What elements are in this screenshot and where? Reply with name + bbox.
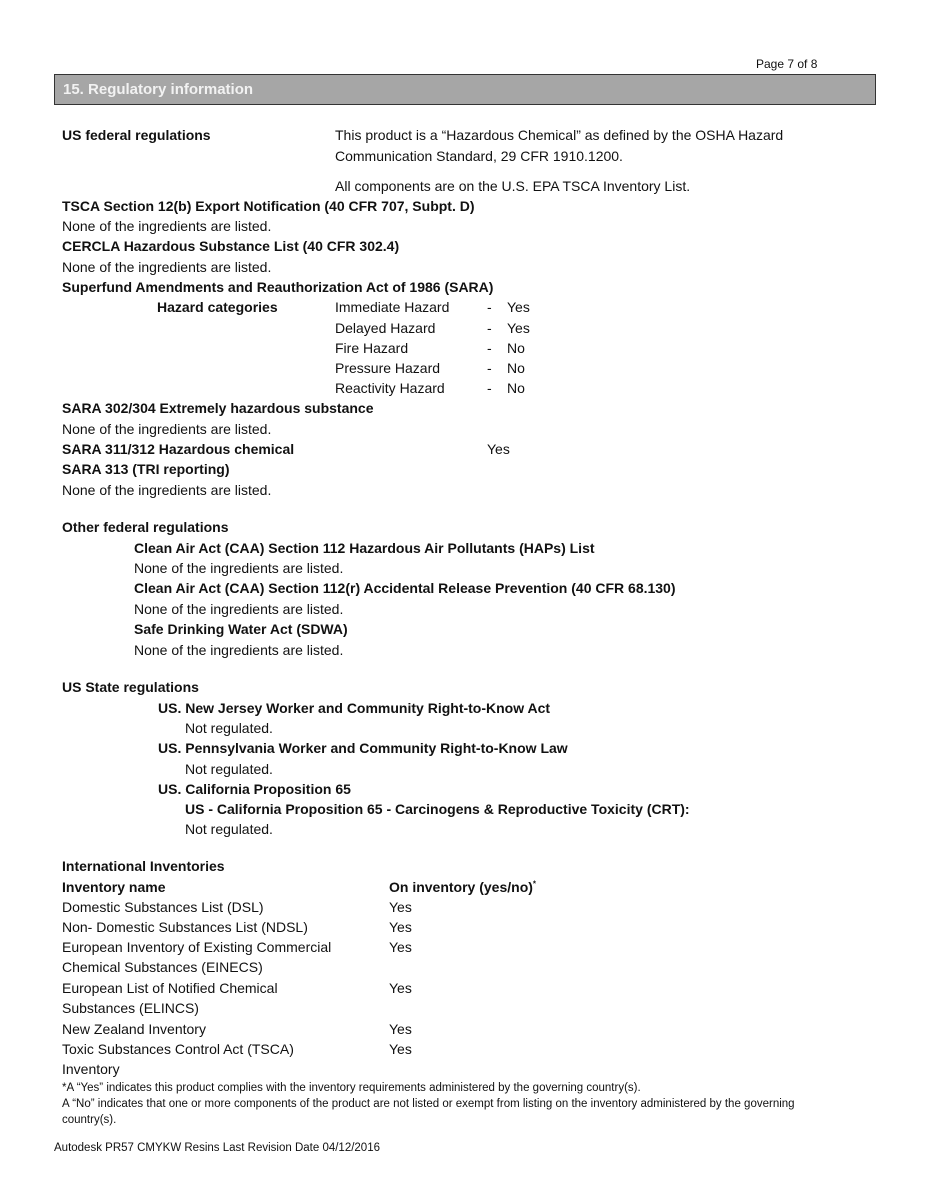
other-federal-heading: Other federal regulations bbox=[62, 519, 229, 535]
inventory-name: Domestic Substances List (DSL) bbox=[62, 899, 264, 915]
us-federal-text-line1: This product is a “Hazardous Chemical” as defined by the OSHA Hazard bbox=[335, 127, 784, 143]
inventory-name: Toxic Substances Control Act (TSCA) Inventory bbox=[62, 1041, 294, 1077]
tsca-inventory-note: All components are on the U.S. EPA TSCA Inventory List. bbox=[335, 178, 691, 194]
cercla-heading: CERCLA Hazardous Substance List (40 CFR 302.4) bbox=[62, 238, 400, 254]
hazard-categories-label: Hazard categories bbox=[157, 299, 278, 315]
page-number: Page 7 of 8 bbox=[756, 57, 818, 71]
inventory-status: Yes bbox=[389, 939, 412, 955]
ca-prop65-text: Not regulated. bbox=[185, 821, 273, 837]
hazard-dash: - bbox=[487, 320, 492, 336]
footer-revision: Autodesk PR57 CMYKW Resins Last Revision Date 04/12/2016 bbox=[54, 1142, 380, 1154]
caa-112-text: None of the ingredients are listed. bbox=[134, 560, 344, 576]
inventory-status: Yes bbox=[389, 980, 412, 996]
footnote-no: A “No” indicates that one or more components of the product are not listed or exempt from listing on the inventory administered by the governing country(s). bbox=[62, 1098, 795, 1126]
inventory-status: Yes bbox=[389, 1021, 412, 1037]
hazard-name: Delayed Hazard bbox=[335, 320, 436, 336]
pa-text: Not regulated. bbox=[185, 761, 273, 777]
us-federal-heading: US federal regulations bbox=[62, 127, 211, 143]
caa-112r-heading: Clean Air Act (CAA) Section 112(r) Accidental Release Prevention (40 CFR 68.130) bbox=[134, 580, 676, 596]
ca-prop65-subheading: US - California Proposition 65 - Carcinogens & Reproductive Toxicity (CRT): bbox=[185, 801, 690, 817]
hazard-name: Immediate Hazard bbox=[335, 299, 450, 315]
sara-heading: Superfund Amendments and Reauthorization Act of 1986 (SARA) bbox=[62, 279, 494, 295]
hazard-value: Yes bbox=[507, 320, 530, 336]
tsca-12b-text: None of the ingredients are listed. bbox=[62, 218, 272, 234]
sara-313-text: None of the ingredients are listed. bbox=[62, 482, 272, 498]
on-inventory-header-label: On inventory (yes/no) bbox=[389, 879, 533, 895]
sara-311-value: Yes bbox=[487, 441, 510, 457]
hazard-dash: - bbox=[487, 299, 492, 315]
nj-text: Not regulated. bbox=[185, 720, 273, 736]
cercla-text: None of the ingredients are listed. bbox=[62, 259, 272, 275]
hazard-name: Reactivity Hazard bbox=[335, 380, 445, 396]
sara-302-text: None of the ingredients are listed. bbox=[62, 421, 272, 437]
footnote-marker: * bbox=[532, 879, 537, 889]
inventory-status: Yes bbox=[389, 1041, 412, 1057]
hazard-dash: - bbox=[487, 360, 492, 376]
hazard-value: No bbox=[507, 340, 525, 356]
inventory-name: New Zealand Inventory bbox=[62, 1021, 206, 1037]
inventory-status: Yes bbox=[389, 899, 412, 915]
hazard-value: No bbox=[507, 360, 525, 376]
on-inventory-column-header bbox=[389, 877, 536, 897]
caa-112r-text: None of the ingredients are listed. bbox=[134, 601, 344, 617]
hazard-name: Pressure Hazard bbox=[335, 360, 441, 376]
pa-heading: US. Pennsylvania Worker and Community Right-to-Know Law bbox=[158, 740, 568, 756]
inventory-name: Non- Domestic Substances List (NDSL) bbox=[62, 919, 308, 935]
footnote-yes: *A “Yes” indicates this product complies with the inventory requirements administered by the governing country(s). bbox=[62, 1082, 641, 1094]
international-heading: International Inventories bbox=[62, 858, 225, 874]
hazard-dash: - bbox=[487, 380, 492, 396]
sara-311-heading: SARA 311/312 Hazardous chemical bbox=[62, 441, 295, 457]
caa-112-heading: Clean Air Act (CAA) Section 112 Hazardous Air Pollutants (HAPs) List bbox=[134, 540, 595, 556]
inventory-status: Yes bbox=[389, 919, 412, 935]
sdwa-heading: Safe Drinking Water Act (SDWA) bbox=[134, 621, 348, 637]
us-federal-text-line2: Communication Standard, 29 CFR 1910.1200. bbox=[335, 148, 623, 164]
hazard-dash: - bbox=[487, 340, 492, 356]
sara-302-heading: SARA 302/304 Extremely hazardous substance bbox=[62, 400, 374, 416]
inventory-name-column-header: Inventory name bbox=[62, 879, 166, 895]
inventory-name: European List of Notified Chemical Substances (ELINCS) bbox=[62, 980, 278, 1016]
ca-prop65-heading: US. California Proposition 65 bbox=[158, 781, 351, 797]
us-state-heading: US State regulations bbox=[62, 679, 199, 695]
sdwa-text: None of the ingredients are listed. bbox=[134, 642, 344, 658]
tsca-12b-heading: TSCA Section 12(b) Export Notification (40 CFR 707, Subpt. D) bbox=[62, 198, 475, 214]
hazard-value: Yes bbox=[507, 299, 530, 315]
section-header-banner bbox=[54, 74, 876, 105]
sara-313-heading: SARA 313 (TRI reporting) bbox=[62, 461, 230, 477]
hazard-name: Fire Hazard bbox=[335, 340, 409, 356]
nj-heading: US. New Jersey Worker and Community Right-to-Know Act bbox=[158, 700, 551, 716]
hazard-value: No bbox=[507, 380, 525, 396]
section-title: 15. Regulatory information bbox=[63, 81, 254, 98]
inventory-name: European Inventory of Existing Commercial Chemical Substances (EINECS) bbox=[62, 939, 332, 975]
